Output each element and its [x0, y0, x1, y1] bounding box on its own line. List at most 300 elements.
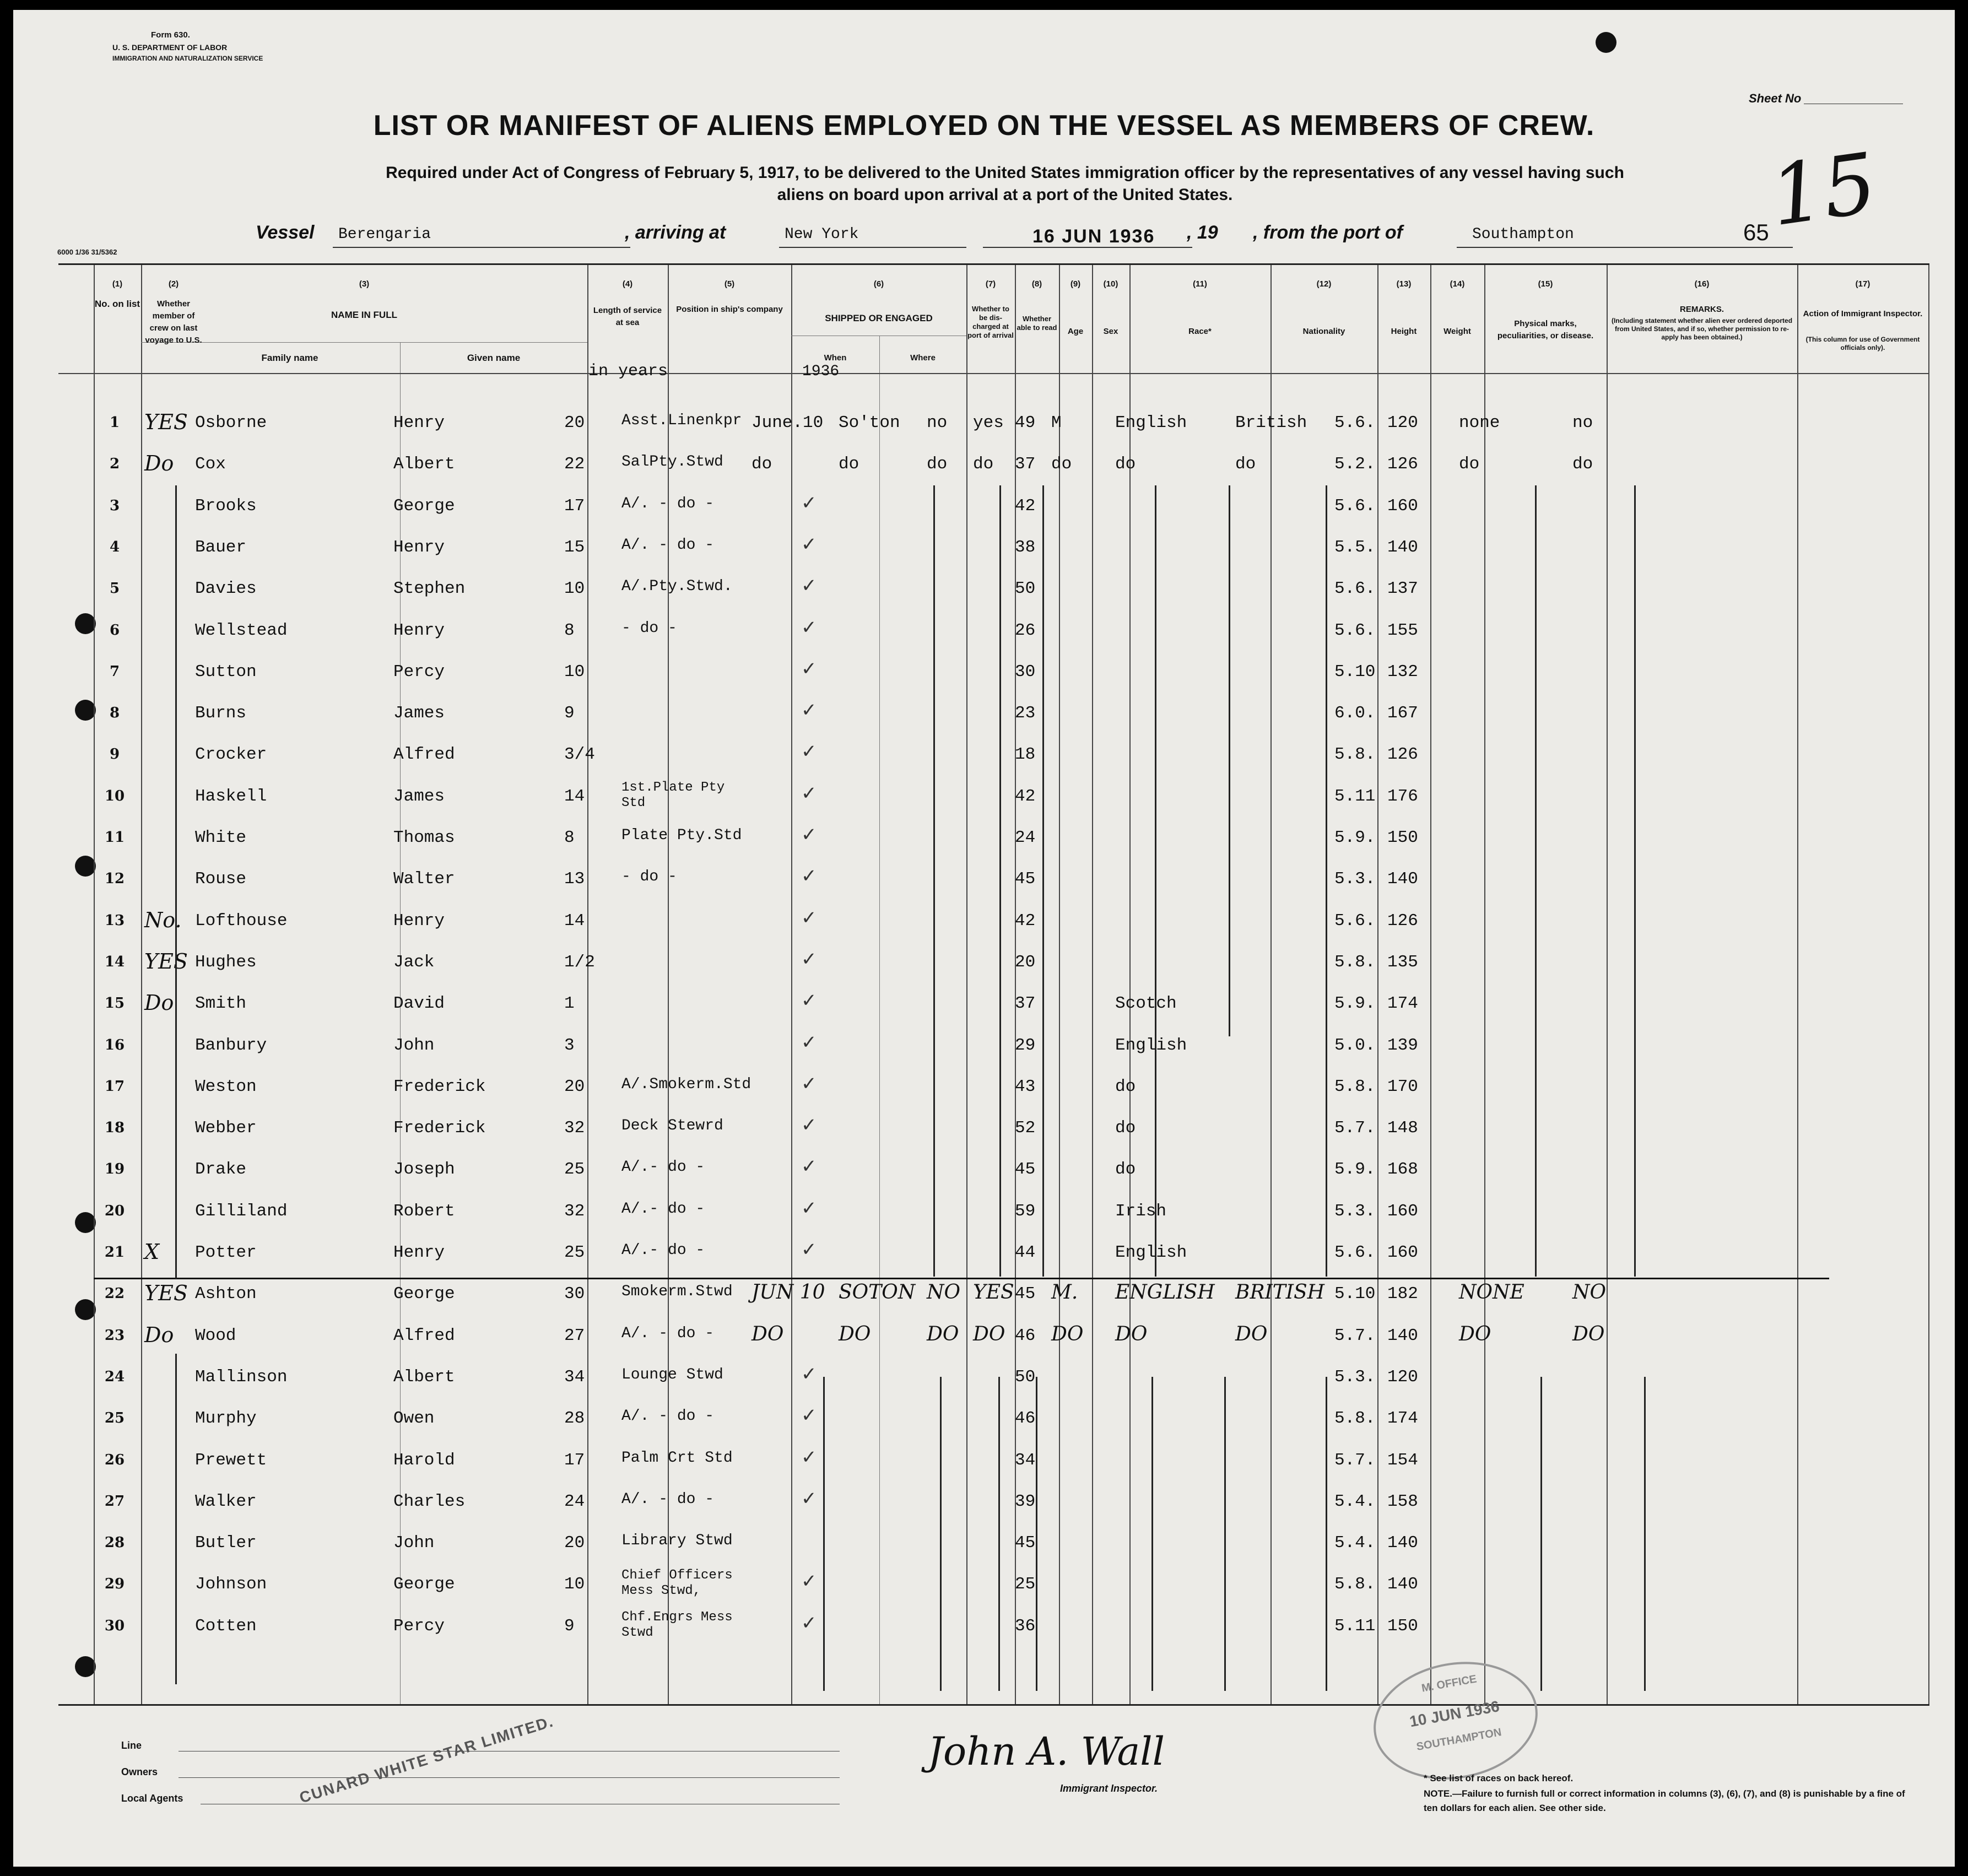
given-cell: Owen: [393, 1409, 435, 1429]
check-mark-icon: ✓: [801, 492, 817, 513]
check-mark-icon: ✓: [801, 1446, 817, 1468]
col-num-7: (7): [985, 279, 996, 289]
service-cell: 30: [564, 1284, 585, 1304]
family-cell: Lofthouse: [195, 911, 288, 931]
col-when-year: 1936: [802, 363, 840, 380]
position-cell: A/. - do -: [621, 1408, 715, 1425]
age-cell: 50: [1015, 1367, 1036, 1387]
col-previous-voyage: Whether member of crew on last voyage to U.S.: [145, 299, 202, 345]
col-num-14: (14): [1450, 279, 1465, 289]
position-cell: A/.- do -: [621, 1200, 705, 1218]
family-cell: Davies: [195, 579, 257, 599]
row-number: 1: [109, 414, 120, 431]
height-cell: 5.8.: [1334, 745, 1376, 765]
service-cell: 8: [564, 828, 575, 847]
family-cell: Rouse: [195, 869, 247, 889]
given-cell: Thomas: [393, 828, 455, 847]
age-cell: 26: [1015, 620, 1036, 640]
table-row: [58, 1199, 1929, 1241]
check-mark-icon: ✓: [801, 782, 817, 804]
given-cell: Percy: [393, 1616, 445, 1636]
row-number: 10: [104, 787, 125, 804]
height-cell: 5.9.: [1334, 1160, 1376, 1180]
table-row: [58, 1116, 1929, 1158]
previous-voyage-cell: YES: [144, 949, 188, 974]
family-cell: Banbury: [195, 1035, 267, 1055]
col-when: When: [824, 353, 847, 363]
position-cell: Lounge Stwd: [621, 1366, 723, 1383]
previous-voyage-cell: Do: [144, 451, 174, 476]
form-department: U. S. DEPARTMENT OF LABOR: [112, 43, 228, 52]
date-stamp: 16 JUN 1936: [1032, 226, 1155, 247]
position-cell: A/.- do -: [621, 1159, 705, 1176]
given-cell: Charles: [393, 1491, 466, 1511]
col-num-11: (11): [1193, 279, 1207, 289]
position-cell: Asst.Linenkpr: [621, 412, 742, 429]
position-cell: A/. - do -: [621, 495, 715, 512]
height-cell: 5.3.: [1334, 1367, 1376, 1387]
service-cell: 17: [564, 496, 585, 516]
punch-hole: [1596, 32, 1616, 53]
row-number: 9: [109, 746, 120, 763]
weight-cell: 126: [1387, 911, 1418, 931]
table-row: [58, 1324, 1929, 1365]
read-cell: DO: [973, 1322, 1005, 1345]
col-nationality: Nationality: [1302, 327, 1345, 336]
age-cell: 39: [1015, 1491, 1036, 1511]
nationality-cell: do: [1235, 455, 1256, 474]
footer-owners-rule: [179, 1777, 840, 1778]
weight-cell: 174: [1387, 1409, 1418, 1429]
given-cell: John: [393, 1533, 435, 1553]
arriving-label: , arriving at: [625, 222, 726, 243]
service-cell: 9: [564, 1616, 575, 1636]
col-remarks: REMARKS.: [1679, 305, 1724, 314]
col-num-8: (8): [1031, 279, 1042, 289]
weight-cell: 176: [1387, 786, 1418, 806]
service-cell: 20: [564, 413, 585, 432]
table-row: [58, 867, 1929, 909]
race-cell: do: [1115, 1077, 1136, 1096]
stamp-top-text: M. OFFICE: [1420, 1673, 1478, 1695]
col-service-unit: in years: [588, 362, 668, 381]
discharged-cell: NO: [927, 1281, 961, 1304]
weight-cell: 174: [1387, 994, 1418, 1014]
col-num-17: (17): [1855, 279, 1870, 289]
row-number: 27: [104, 1493, 125, 1510]
age-cell: 46: [1015, 1326, 1036, 1345]
family-cell: Butler: [195, 1533, 257, 1553]
col-no-on-list: No. on list: [94, 299, 140, 309]
race-cell: English: [1115, 1035, 1187, 1055]
col-num-12: (12): [1316, 279, 1332, 289]
discharged-cell: no: [927, 413, 948, 432]
where-cell: So'ton: [839, 413, 900, 432]
table-row: [58, 1531, 1929, 1572]
given-cell: Henry: [393, 911, 445, 931]
col-able-to-read: Whether able to read: [1017, 315, 1057, 332]
manifest-number: 65: [1743, 219, 1769, 245]
table-row: [58, 533, 1929, 577]
given-cell: James: [393, 704, 445, 723]
table-row: [58, 1075, 1929, 1116]
position-cell: Plate Pty.Std: [621, 827, 742, 844]
sheet-no-label: Sheet No: [1749, 91, 1802, 105]
subtitle-line-2: aliens on board upon arrival at a port of the United States.: [777, 186, 1233, 204]
check-mark-icon: ✓: [801, 824, 817, 845]
given-cell: Walter: [393, 869, 455, 889]
nationality-cell: BRITISH: [1235, 1281, 1325, 1304]
height-cell: 5.4.: [1334, 1491, 1376, 1511]
previous-voyage-cell: No.: [144, 907, 182, 932]
height-cell: 5.6.: [1334, 579, 1376, 599]
service-cell: 17: [564, 1450, 585, 1470]
marks-cell: none: [1459, 413, 1500, 432]
arrival-port: New York: [785, 226, 859, 243]
row-number: 14: [104, 953, 125, 970]
given-cell: Harold: [393, 1450, 455, 1470]
height-cell: 5.3.: [1334, 869, 1376, 889]
position-cell: Smokerm.Stwd: [621, 1283, 733, 1301]
given-cell: James: [393, 786, 445, 806]
age-cell: 46: [1015, 1409, 1036, 1429]
position-cell: A/. - do -: [621, 536, 715, 554]
check-mark-icon: ✓: [801, 1571, 817, 1592]
age-cell: 29: [1015, 1035, 1036, 1055]
height-cell: 5.6.: [1334, 911, 1376, 931]
weight-cell: 148: [1387, 1118, 1418, 1138]
family-cell: Drake: [195, 1160, 247, 1180]
row-21-strikethrough: [94, 1278, 1829, 1279]
col-num-2: (2): [168, 279, 179, 289]
service-cell: 25: [564, 1160, 585, 1180]
previous-voyage-cell: YES: [144, 410, 188, 434]
col-age: Age: [1067, 327, 1084, 336]
check-mark-icon: ✓: [801, 658, 817, 679]
height-cell: 5.11: [1334, 786, 1376, 806]
weight-cell: 155: [1387, 620, 1418, 640]
row-number: 3: [109, 497, 120, 514]
footer-owners-label: Owners: [121, 1766, 158, 1777]
date-underline: [983, 247, 1192, 248]
family-cell: Gilliland: [195, 1201, 288, 1221]
race-cell: Irish: [1115, 1201, 1167, 1221]
family-cell: Burns: [195, 704, 247, 723]
check-mark-icon: ✓: [801, 1239, 817, 1260]
weight-cell: 140: [1387, 1326, 1418, 1345]
height-cell: 5.8.: [1334, 952, 1376, 972]
service-cell: 3: [564, 1035, 575, 1055]
marks-cell: NONE: [1459, 1281, 1524, 1304]
weight-cell: 150: [1387, 828, 1418, 847]
form-code: 6000 1/36 31/5362: [57, 248, 117, 256]
table-row: [58, 1448, 1929, 1490]
row-number: 15: [104, 995, 125, 1012]
check-mark-icon: ✓: [801, 948, 817, 970]
race-cell: do: [1115, 1118, 1136, 1138]
sex-cell: M.: [1051, 1281, 1078, 1304]
table-row: [58, 1282, 1929, 1323]
check-mark-icon: ✓: [801, 575, 817, 597]
row-number: 6: [109, 621, 120, 639]
position-cell: Chf.Engrs Mess Stwd: [621, 1609, 733, 1640]
year-label: , 19: [1187, 222, 1218, 243]
family-cell: Ashton: [195, 1284, 257, 1304]
row-number: 30: [104, 1617, 125, 1634]
age-cell: 45: [1015, 1284, 1036, 1304]
position-cell: 1st.Plate Pty Std: [621, 780, 725, 810]
row-number: 4: [109, 538, 120, 555]
when-cell: June.10: [751, 413, 824, 432]
position-cell: SalPty.Stwd: [621, 453, 723, 471]
age-cell: 45: [1015, 869, 1036, 889]
check-mark-icon: ✓: [801, 533, 817, 555]
service-cell: 20: [564, 1533, 585, 1553]
position-cell: Chief Officers Mess Stwd,: [621, 1568, 733, 1599]
check-mark-icon: ✓: [801, 1073, 817, 1094]
age-cell: 49: [1015, 413, 1036, 432]
weight-cell: 168: [1387, 1160, 1418, 1180]
col-height: Height: [1391, 327, 1417, 336]
from-port-label: , from the port of: [1253, 222, 1403, 243]
height-cell: 5.5.: [1334, 537, 1376, 557]
page-title: LIST OR MANIFEST OF ALIENS EMPLOYED ON THE VESSEL AS MEMBERS OF CREW.: [373, 110, 1595, 142]
given-cell: George: [393, 1284, 455, 1304]
table-row: [58, 494, 1929, 536]
service-cell: 1: [564, 994, 575, 1014]
height-cell: 5.6.: [1334, 620, 1376, 640]
col-num-13: (13): [1396, 279, 1412, 289]
previous-voyage-cell: YES: [144, 1281, 188, 1306]
given-cell: John: [393, 1035, 435, 1055]
given-cell: Henry: [393, 413, 445, 432]
given-cell: Albert: [393, 1367, 455, 1387]
row-number: 5: [109, 580, 120, 597]
where-cell: DO: [839, 1322, 871, 1345]
col-num-4: (4): [622, 279, 633, 289]
col-num-10: (10): [1103, 279, 1118, 289]
family-cell: Walker: [195, 1491, 257, 1511]
weight-cell: 167: [1387, 704, 1418, 723]
family-cell: Wellstead: [195, 620, 288, 640]
height-cell: 5.6.: [1334, 496, 1376, 516]
where-cell: do: [839, 455, 859, 474]
family-cell: White: [195, 828, 247, 847]
age-cell: 42: [1015, 786, 1036, 806]
row-number: 29: [104, 1576, 125, 1593]
height-cell: 5.6.: [1334, 413, 1376, 432]
race-cell: do: [1115, 1160, 1136, 1180]
race-cell: English: [1115, 413, 1187, 432]
col-where: Where: [910, 353, 936, 363]
height-cell: 5.8.: [1334, 1077, 1376, 1096]
row-number: 11: [104, 829, 125, 846]
given-cell: Albert: [393, 455, 455, 474]
weight-cell: 120: [1387, 1367, 1418, 1387]
service-cell: 10: [564, 579, 585, 599]
row-number: 20: [104, 1202, 125, 1219]
height-cell: 5.4.: [1334, 1533, 1376, 1553]
weight-cell: 126: [1387, 455, 1418, 474]
row-number: 13: [104, 912, 125, 929]
table-row: [58, 411, 1929, 452]
table-row: [58, 1568, 1929, 1614]
col-inspector-action: Action of Immigrant Inspector.: [1803, 309, 1923, 318]
col-race: Race*: [1188, 327, 1212, 336]
when-cell: do: [751, 455, 772, 474]
table-row: [58, 1407, 1929, 1448]
check-mark-icon: ✓: [801, 1363, 817, 1385]
sex-cell: M: [1051, 413, 1062, 432]
height-cell: 5.9.: [1334, 994, 1376, 1014]
table-row: [58, 1365, 1929, 1407]
table-row: [58, 1609, 1929, 1656]
check-mark-icon: ✓: [801, 1115, 817, 1136]
family-cell: Johnson: [195, 1575, 267, 1594]
row-number: 8: [109, 705, 120, 722]
family-cell: Webber: [195, 1118, 257, 1138]
weight-cell: 135: [1387, 952, 1418, 972]
weight-cell: 182: [1387, 1284, 1418, 1304]
row-number: 22: [104, 1285, 125, 1302]
age-cell: 38: [1015, 537, 1036, 557]
check-mark-icon: ✓: [801, 1405, 817, 1426]
age-cell: 45: [1015, 1533, 1036, 1553]
age-cell: 18: [1015, 745, 1036, 765]
position-cell: A/. - do -: [621, 1490, 715, 1508]
check-mark-icon: ✓: [801, 990, 817, 1012]
table-row: [58, 992, 1929, 1033]
family-cell: Hughes: [195, 952, 257, 972]
col-family-name: Family name: [261, 353, 318, 363]
service-cell: 28: [564, 1409, 585, 1429]
service-cell: 25: [564, 1243, 585, 1262]
weight-cell: 170: [1387, 1077, 1418, 1096]
col-inspector-note: (This column for use of Government officials only).: [1805, 336, 1920, 352]
height-cell: 5.2.: [1334, 455, 1376, 474]
age-cell: 44: [1015, 1243, 1036, 1262]
marks-cell: do: [1459, 455, 1480, 474]
where-cell: SOTON: [839, 1281, 916, 1304]
subtitle-line-1: Required under Act of Congress of February 5, 1917, to be delivered to the United States immigration officer by the representatives of any vessel having such: [386, 164, 1624, 182]
service-cell: 3/4: [564, 745, 595, 765]
age-cell: 37: [1015, 994, 1036, 1014]
col-num-5: (5): [724, 279, 735, 289]
col-num-6: (6): [873, 279, 884, 289]
from-port-underline: [1457, 247, 1793, 248]
family-cell: Murphy: [195, 1409, 257, 1429]
family-cell: Brooks: [195, 496, 257, 516]
row-number: 7: [109, 663, 120, 680]
row-number: 17: [104, 1078, 125, 1095]
position-cell: A/.Pty.Stwd.: [621, 578, 733, 596]
stamp-date: 10 JUN 1936: [1408, 1697, 1501, 1731]
row-number: 12: [104, 871, 125, 888]
age-cell: 59: [1015, 1201, 1036, 1221]
age-cell: 42: [1015, 496, 1036, 516]
given-cell: Henry: [393, 620, 445, 640]
service-cell: 13: [564, 869, 585, 889]
check-mark-icon: ✓: [801, 741, 817, 763]
owner-stamp: CUNARD WHITE STAR LIMITED.: [297, 1712, 556, 1807]
family-cell: Cotten: [195, 1616, 257, 1636]
col-num-9: (9): [1070, 279, 1081, 289]
given-cell: Robert: [393, 1201, 455, 1221]
row-number: 26: [104, 1451, 125, 1468]
service-cell: 10: [564, 662, 585, 682]
position-cell: A/.Smokerm.Std: [621, 1075, 751, 1093]
position-cell: - do -: [621, 619, 677, 637]
check-mark-icon: ✓: [801, 1156, 817, 1177]
from-port: Southampton: [1472, 226, 1574, 243]
given-cell: George: [393, 1575, 455, 1594]
family-cell: Prewett: [195, 1450, 267, 1470]
service-cell: 32: [564, 1201, 585, 1221]
sex-cell: DO: [1051, 1322, 1084, 1345]
service-cell: 22: [564, 455, 585, 474]
weight-cell: 158: [1387, 1491, 1418, 1511]
service-cell: 15: [564, 537, 585, 557]
weight-cell: 154: [1387, 1450, 1418, 1470]
nationality-cell: DO: [1235, 1322, 1268, 1345]
service-cell: 24: [564, 1491, 585, 1511]
age-cell: 37: [1015, 455, 1036, 474]
col-sex: Sex: [1103, 327, 1118, 336]
given-cell: Henry: [393, 1243, 445, 1262]
family-cell: Cox: [195, 455, 226, 474]
remarks-cell: DO: [1572, 1322, 1605, 1345]
weight-cell: 132: [1387, 662, 1418, 682]
race-cell: DO: [1115, 1322, 1148, 1345]
weight-cell: 140: [1387, 1575, 1418, 1594]
given-cell: Henry: [393, 537, 445, 557]
height-cell: 5.7.: [1334, 1450, 1376, 1470]
discharged-cell: DO: [927, 1322, 959, 1345]
height-cell: 5.11: [1334, 1616, 1376, 1636]
inspector-label: Immigrant Inspector.: [1060, 1783, 1158, 1794]
table-row: [58, 1490, 1929, 1531]
height-cell: 5.10: [1334, 662, 1376, 682]
weight-cell: 126: [1387, 745, 1418, 765]
when-cell: JUN 10: [751, 1281, 825, 1304]
table-row: [58, 1031, 1929, 1075]
vessel-name: Berengaria: [338, 226, 431, 243]
height-cell: 5.8.: [1334, 1409, 1376, 1429]
height-cell: 5.3.: [1334, 1201, 1376, 1221]
port-underline: [779, 247, 966, 248]
remarks-cell: NO: [1572, 1281, 1607, 1304]
read-cell: YES: [973, 1281, 1014, 1304]
race-cell: Scotch: [1115, 994, 1177, 1014]
service-cell: 8: [564, 620, 575, 640]
table-row: [58, 826, 1929, 867]
given-cell: Percy: [393, 662, 445, 682]
given-cell: Jack: [393, 952, 435, 972]
given-cell: Alfred: [393, 745, 455, 765]
race-cell: English: [1115, 1243, 1187, 1262]
given-cell: David: [393, 994, 445, 1014]
service-cell: 20: [564, 1077, 585, 1096]
previous-voyage-cell: X: [144, 1240, 160, 1264]
age-cell: 50: [1015, 579, 1036, 599]
age-cell: 42: [1015, 911, 1036, 931]
table-row: [58, 660, 1929, 701]
check-mark-icon: ✓: [801, 1197, 817, 1219]
height-cell: 5.7.: [1334, 1118, 1376, 1138]
height-cell: 5.8.: [1334, 1575, 1376, 1594]
row-number: 18: [104, 1120, 125, 1137]
remarks-cell: do: [1572, 455, 1593, 474]
